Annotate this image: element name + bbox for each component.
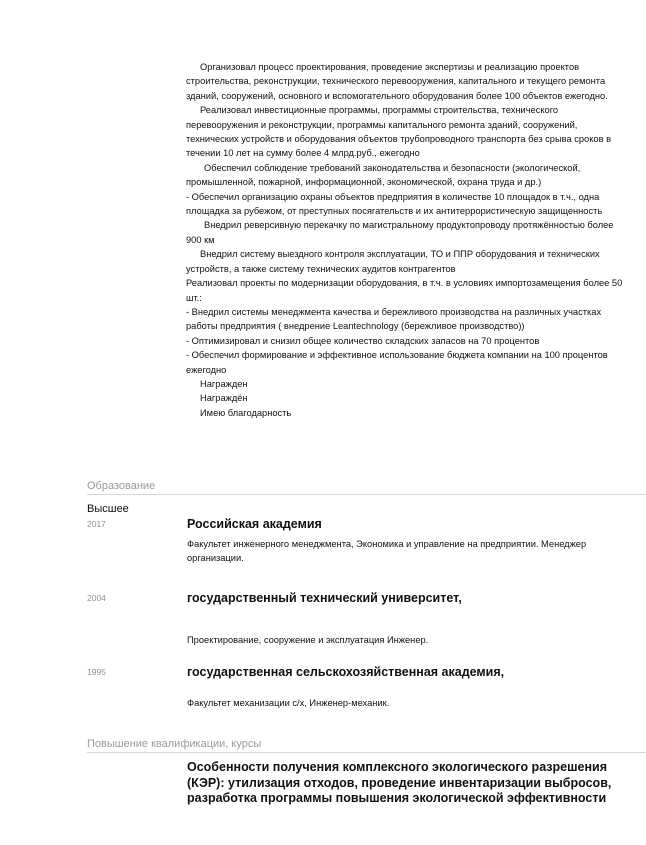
achievement-item: Внедрил реверсивную перекачку по магистральному продуктопроводу протяжённостью более 900 км xyxy=(186,220,614,245)
course-title: Особенности получения комплексного экологического разрешения (КЭР): утилизация отходов, проведение инвентаризации выбросов, разработка программы повышения экологической эффективности xyxy=(187,760,612,805)
achievement-item: - Обеспечил формирование и эффективное использование бюджета компании на 100 процентов ежегодно xyxy=(186,350,608,375)
achievement-item: Награждён xyxy=(200,393,248,404)
achievement-item: Имею благодарность xyxy=(200,407,292,418)
education-description: Проектирование, сооружение и эксплуатация Инженер. xyxy=(187,635,429,645)
achievement-item: - Оптимизировал и снизил общее количество складских запасов на 70 процентов xyxy=(186,335,540,346)
education-divider xyxy=(87,494,646,495)
education-description: Факультет инженерного менеджмента, Экономика и управление на предприятии. Менеджер организации. xyxy=(187,539,587,563)
achievement-item: Внедрил систему выездного контроля эксплуатации, ТО и ППР оборудования и технических устройств, а также систему технических аудитов контрагентов xyxy=(186,249,600,274)
achievement-item: Организовал процесс проектирования, проведение экспертизы и реализацию проектов строительства, реконструкции, технического перевооружения, капитального и текущего ремонта зданий, сооружений, основного и вспомогательного оборудования более 100 объектов ежегодно. xyxy=(186,62,608,101)
achievement-item: Реализовал инвестиционные программы, программы строительства, технического перевооружения и реконструкции, программы капитального ремонта зданий, сооружений, технических устройств и оборудования объектов трубопроводного транспорта без срыва сроков в течении 10 лет на сумму более 4 млрд.руб., ежегодно xyxy=(186,105,612,159)
achievement-item: Награжден xyxy=(200,378,248,389)
education-institution: Российская академия xyxy=(187,517,322,531)
education-institution: государственная сельскохозяйственная академия, xyxy=(187,665,505,679)
achievement-item: Обеспечил соблюдение требований законодательства и безопасности (экологической, промышленной, пожарной, информационной, экономической, охрана труда и др.) xyxy=(186,162,581,188)
education-level: Высшее xyxy=(87,503,129,515)
achievement-item: - Внедрил системы менеджмента качества и бережливого производства на различных участках работы предприятия ( внедрение Leantechnology (бережливое производство)) xyxy=(186,306,602,332)
education-year: 1995 xyxy=(87,667,106,677)
education-section-title: Образование xyxy=(87,480,156,492)
courses-divider xyxy=(87,752,646,753)
achievements-block xyxy=(186,60,626,420)
achievement-item: - Обеспечил организацию охраны объектов предприятия в количестве 10 площадок в т.ч., одна площадка за рубежом, от преступных посягательств и их антитеррористическую защищенность xyxy=(186,191,603,217)
achievement-item: Реализовал проекты по модернизации оборудования, в т.ч. в условиях импортозамещения более 50 шт.: xyxy=(186,278,623,303)
education-year: 2017 xyxy=(87,519,106,529)
cut-off-text xyxy=(187,826,627,832)
education-description: Факультет механизации с/х, Инженер-механик. xyxy=(187,698,390,708)
courses-section-title: Повышение квалификации, курсы xyxy=(87,738,262,750)
education-institution: государственный технический университет, xyxy=(187,591,462,605)
education-year: 2004 xyxy=(87,593,106,603)
